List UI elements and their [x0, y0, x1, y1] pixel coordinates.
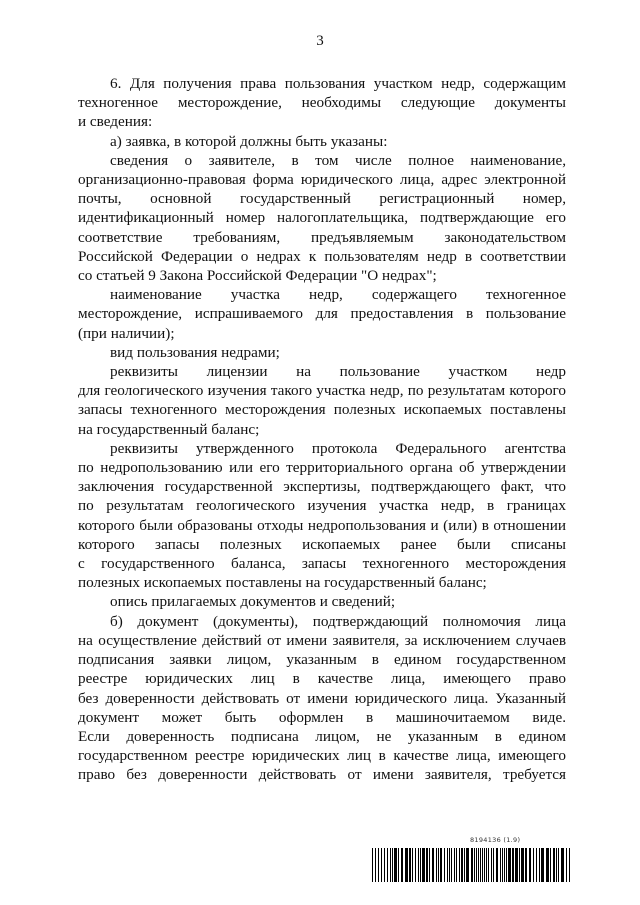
text-line: с государственного баланса, запасы техногенного месторождения [78, 555, 566, 573]
barcode-bar [454, 848, 455, 882]
text-line: по результатам геологического изучения участка недр, в границах [78, 497, 566, 515]
text-line: а) заявка, в которой должны быть указаны: [110, 132, 388, 150]
text-line: со статьей 9 Закона Российской Федерации "О недрах"; [78, 267, 437, 285]
barcode-bar [493, 848, 494, 882]
barcode-bar [529, 848, 531, 882]
barcode-bar [558, 848, 559, 882]
barcode-bar [553, 848, 555, 882]
barcode-bar [378, 848, 379, 882]
barcode-bar [566, 848, 567, 882]
text-line: для геологического изучения такого участка недр, по результатам которого [78, 382, 566, 400]
barcode-bar [461, 848, 463, 882]
text-line: подписания заявки лицом, указанным в едином государственном [78, 651, 566, 669]
barcode-bar [478, 848, 479, 882]
barcode-bar [488, 848, 489, 882]
barcode-bar [438, 848, 439, 882]
text-line: запасы техногенного месторождения полезных ископаемых поставлены [78, 401, 566, 419]
barcode-bar [519, 848, 520, 882]
barcode-bar [474, 848, 475, 882]
text-line: почты, основной государственный регистрационный номер, [78, 190, 566, 208]
barcode-bar [539, 848, 540, 882]
text-line: Если доверенность подписана лицом, не указанным в едином [78, 727, 566, 745]
paragraph [78, 612, 566, 785]
barcode-bar [426, 848, 428, 882]
text-line: реквизиты утвержденного протокола Федерального агентства [110, 439, 566, 457]
barcode-bar [550, 848, 551, 882]
barcode-bar [502, 848, 503, 882]
barcode-bar [390, 848, 391, 882]
text-line: по недропользованию или его территориального органа об утверждении [78, 459, 566, 477]
barcode-bar [436, 848, 437, 882]
text-line: которого запасы полезных ископаемых ранее были списаны [78, 535, 566, 553]
barcode-bar [504, 848, 505, 882]
barcode-bar [429, 848, 430, 882]
barcode-bar [521, 848, 524, 882]
text-line: наименование участка недр, содержащего техногенное [110, 286, 566, 304]
barcode-bar [449, 848, 450, 882]
barcode-bar [512, 848, 514, 882]
barcode-bar [464, 848, 465, 882]
barcode-bar [409, 848, 411, 882]
paragraph [78, 285, 566, 343]
barcode-bar [444, 848, 445, 882]
paragraph [78, 74, 566, 132]
barcode-bar [401, 848, 403, 882]
paragraph [78, 439, 566, 593]
barcode-bar [387, 848, 388, 882]
barcode-bar [546, 848, 549, 882]
barcode-bar [375, 848, 376, 882]
barcode-bar [525, 848, 527, 882]
text-line: заключения государственной экспертизы, подтверждающего факт, что [78, 478, 566, 496]
text-line: б) документ (документы), подтверждающий полномочия лица [110, 612, 566, 630]
barcode-bar [471, 848, 473, 882]
barcode-bar [398, 848, 399, 882]
barcode-image [372, 848, 570, 882]
text-line: идентификационный номер налогоплательщика, подтверждающие его [78, 209, 566, 227]
barcode-bar [496, 848, 498, 882]
text-line: право без доверенности действовать от имени заявителя, требуется [78, 766, 566, 784]
barcode-bar [372, 848, 373, 882]
barcode-bar [405, 848, 408, 882]
barcode-bar [569, 848, 570, 882]
barcode-bar [541, 848, 544, 882]
barcode-bar [456, 848, 457, 882]
text-line: сведения о заявителе, в том числе полное наименование, [110, 151, 566, 169]
barcode-bar [415, 848, 416, 882]
barcode-bar [440, 848, 442, 882]
paragraph [78, 343, 566, 362]
text-line: и сведения: [78, 113, 153, 131]
barcode-bar [491, 848, 492, 882]
barcode-bar [506, 848, 507, 882]
barcode-bar [459, 848, 460, 882]
barcode-bar [515, 848, 518, 882]
text-line: полезных ископаемых поставлены на государственный баланс; [78, 574, 487, 592]
text-line: на осуществление действий от имени заявителя, за исключением случаев [78, 631, 566, 649]
barcode-bar [447, 848, 448, 882]
barcode-bar [476, 848, 477, 882]
barcode-bar [381, 848, 382, 882]
barcode-bar [482, 848, 483, 882]
barcode-bar [500, 848, 501, 882]
text-line: документ может быть оформлен в машиночитаемом виде. [78, 708, 566, 726]
barcode-bar [480, 848, 481, 882]
barcode-bar [412, 848, 413, 882]
text-line: организационно-правовая форма юридического лица, адрес электронной [78, 171, 566, 189]
document-body [78, 74, 566, 785]
text-line: реквизиты лицензии на пользование участком недр [110, 363, 566, 381]
barcode-bar [394, 848, 397, 882]
text-line: на государственный баланс; [78, 420, 260, 438]
barcode-bar [466, 848, 469, 882]
paragraph [78, 592, 566, 611]
text-line: государственном реестре юридических лиц в качестве лица, имеющего [78, 747, 566, 765]
barcode-bar [533, 848, 534, 882]
barcode-bar [420, 848, 421, 882]
barcode-bar [508, 848, 511, 882]
barcode-bar [384, 848, 385, 882]
text-line: реестре юридических лиц в качестве лица, имеющего право [78, 670, 566, 688]
paragraph [78, 132, 566, 151]
text-line: 6. Для получения права пользования участком недр, содержащим [110, 75, 566, 92]
barcode-number: 8194136 (1.9) [470, 836, 521, 844]
text-line: техногенное месторождение, необходимы следующие документы [78, 94, 566, 112]
text-line: без доверенности действовать от имени юридического лица. Указанный [78, 689, 566, 707]
text-line: месторождение, испрашиваемого для предоставления в пользование [78, 305, 566, 323]
text-line: соответствие требованиям, предъявляемым законодательством [78, 228, 566, 246]
text-line: которого были образованы отходы недропользования и (или) в отношении [78, 516, 566, 534]
text-line: вид пользования недрами; [110, 343, 280, 361]
barcode-bar [486, 848, 487, 882]
barcode-bar [422, 848, 425, 882]
barcode-bar [432, 848, 434, 882]
text-line: (при наличии); [78, 324, 175, 342]
barcode-bar [536, 848, 537, 882]
barcode-bar [561, 848, 564, 882]
paragraph [78, 362, 566, 439]
barcode-bar [556, 848, 557, 882]
barcode-bar [484, 848, 485, 882]
page-number: 3 [316, 33, 324, 49]
barcode-bar [418, 848, 419, 882]
paragraph [78, 151, 566, 285]
barcode-bar [451, 848, 452, 882]
text-line: опись прилагаемых документов и сведений; [110, 593, 396, 611]
barcode-bar [392, 848, 393, 882]
text-line: Российской Федерации о недрах к пользователям недр в соответствии [78, 247, 566, 265]
